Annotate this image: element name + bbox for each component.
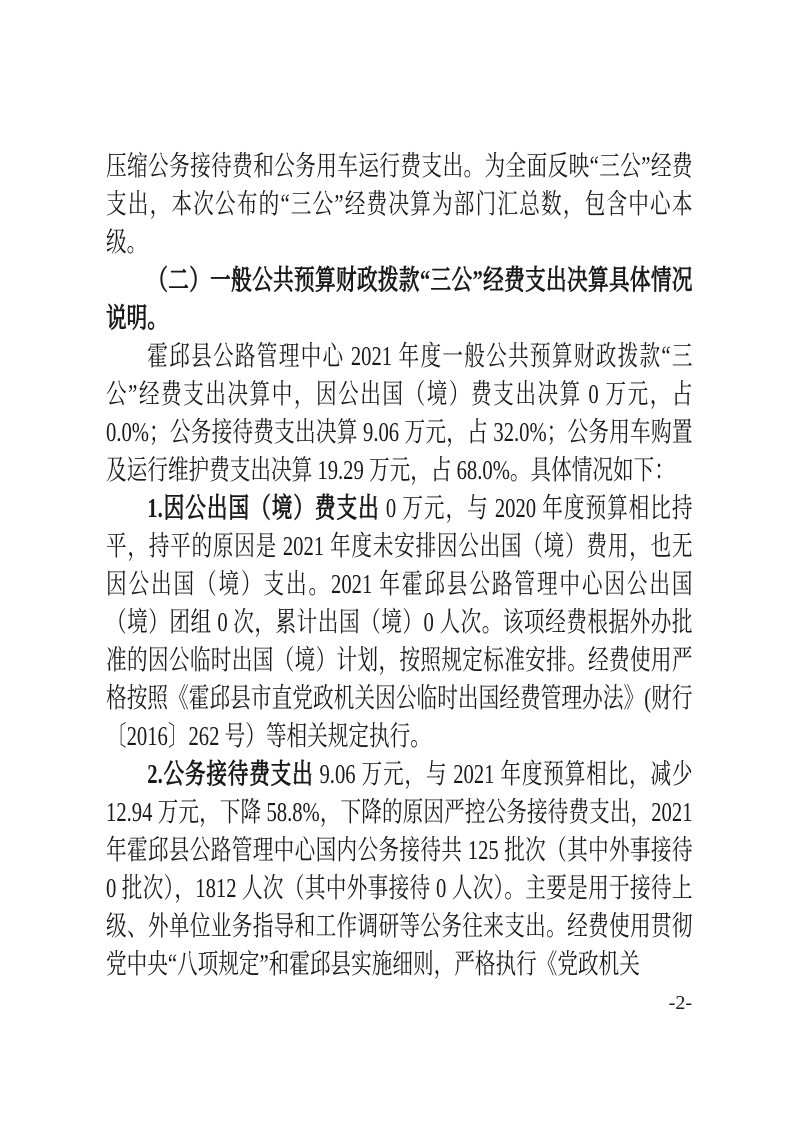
paragraph-text: 9.06 万元，与 2021 年度预算相比，减少 12.94 万元，下降 58.8%，下降的原因严控公务接待费支出，2021 年霍邱县公路管理中心国内公务接待共 125 批次（其中外事接待 0 批次），1812 人次（其中外事接待 0 人次）。主要是用于接待上级、外单位业务指导和工作调研等公务往来支出。经费使用贯彻党中央“八项规定”和霍邱县实施细则，严格执行《党政机关 [106,758,693,979]
paragraph-summary [106,337,693,489]
paragraph-lead-bold: 1.因公出国（境）费支出 [147,492,380,523]
paragraph-item2-reception-expense [106,755,693,983]
page-number: -2- [668,992,692,1014]
paragraph-text: 霍邱县公路管理中心 2021 年度一般公共预算财政拨款“三公”经费支出决算中，因公出国（境）费支出决算 0 万元，占 0.0%；公务接待费支出决算 9.06 万元，占 32.0%；公务用车购置及运行维护费支出决算 19.29 万元，占 68.0%。具体情况如下： [106,340,693,485]
document-body [106,147,693,983]
paragraph-item1-outbound-expense [106,489,693,755]
paragraph-text: 0 万元，与 2020 年度预算相比持平，持平的原因是 2021 年度未安排因公出国（境）费用，也无因公出国（境）支出。2021 年霍邱县公路管理中心因公出国（境）团组 0 次，累计出国（境）0 人次。该项经费根据外办批准的因公临时出国（境）计划，按照规定标准安排。经费使用严格按照《霍邱县市直党政机关因公临时出国经费管理办法》(财行〔2016〕262 号）等相关规定执行。 [106,492,693,751]
section-heading [106,261,693,337]
paragraph-text: 压缩公务接待费和公务用车运行费支出。为全面反映“三公”经费支出，本次公布的“三公”经费决算为部门汇总数，包含中心本级。 [106,150,693,257]
paragraph-continuation [106,147,693,261]
paragraph-lead-bold: 2.公务接待费支出 [147,758,314,789]
section-heading-text: （二）一般公共预算财政拨款“三公”经费支出决算具体情况说明。 [106,264,693,333]
